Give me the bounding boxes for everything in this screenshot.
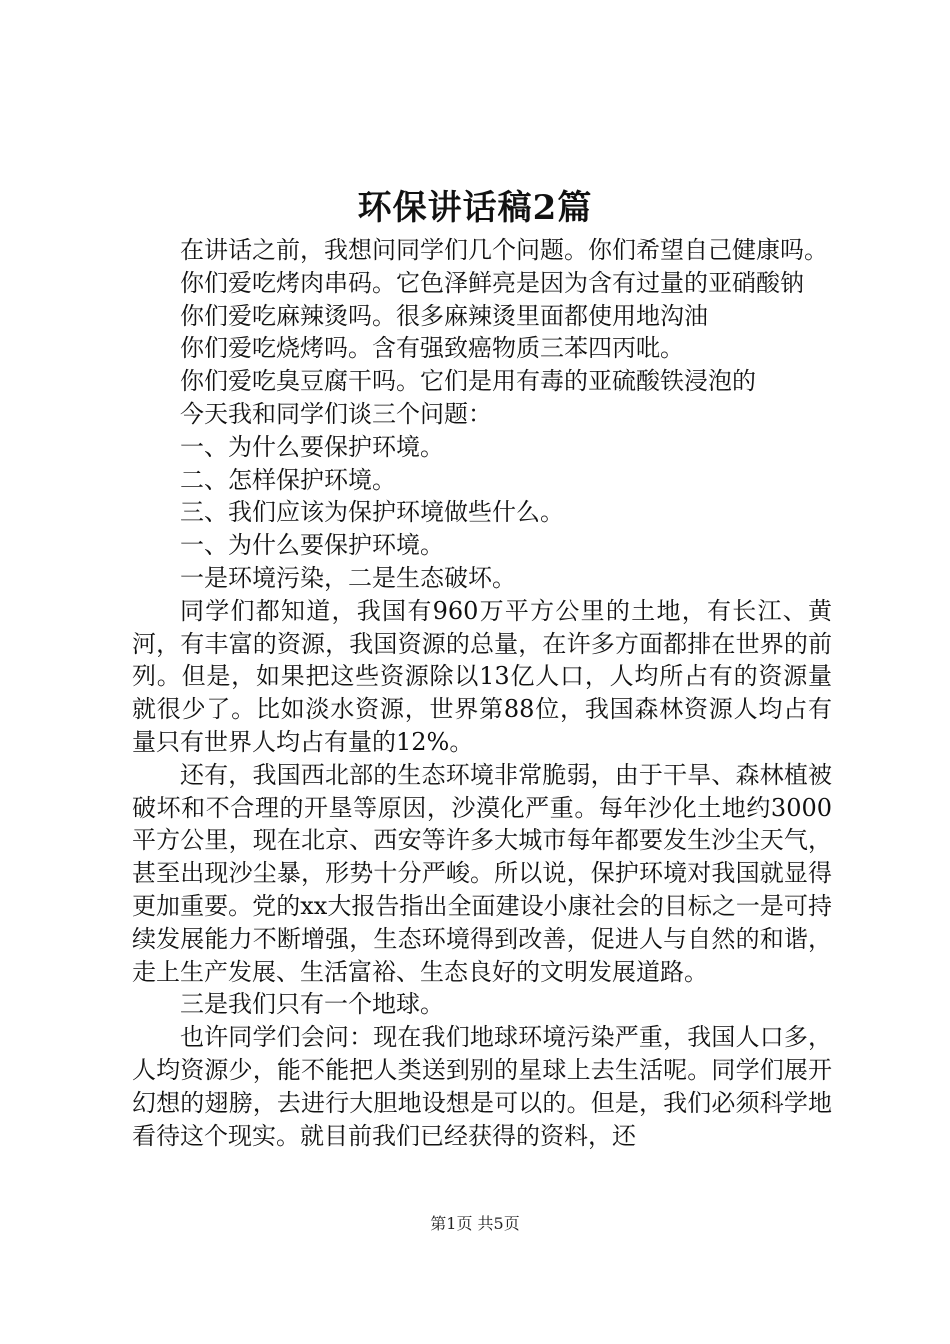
paragraph: 二、怎样保护环境。 [180, 465, 396, 494]
paragraph: 同学们都知道，我国有960万平方公里的土地，有长江、黄河，有丰富的资源，我国资源的总量，在许多方面都排在世界的前列。但是，如果把这些资源除以13亿人口，人均所占有的资源量就很少了。比如淡水资源，世界第88位，我国森林资源人均占有量只有世界人均占有量的12%。 [132, 596, 832, 756]
paragraph: 在讲话之前，我想问同学们几个问题。你们希望自己健康吗。 [180, 236, 828, 264]
paragraph: 三是我们只有一个地球。 [180, 990, 444, 1019]
document-title: 环保讲话稿2篇 [357, 188, 593, 228]
paragraph: 一、为什么要保护环境。 [180, 432, 444, 461]
paragraph: 还有，我国西北部的生态环境非常脆弱，由于干旱、森林植被破坏和不合理的开垦等原因，沙漠化严重。每年沙化土地约3000平方公里，现在北京、西安等许多大城市每年都要发生沙尘天气，甚至出现沙尘暴，形势十分严峻。所以说，保护环境对我国就显得更加重要。党的xx大报告指出全面建设小康社会的目标之一是可持续发展能力不断增强，生态环境得到改善，促进人与自然的和谐，走上生产发展、生活富裕、生态良好的文明发展道路。 [132, 760, 832, 986]
document-body [132, 234, 832, 1152]
paragraph: 一、为什么要保护环境。 [180, 531, 444, 560]
paragraph: 一是环境污染，二是生态破坏。 [180, 563, 516, 592]
paragraph: 你们爱吃臭豆腐干吗。它们是用有毒的亚硫酸铁浸泡的 [180, 367, 756, 396]
paragraph: 你们爱吃烤肉串码。它色泽鲜亮是因为含有过量的亚硝酸钠 [180, 268, 804, 297]
paragraph: 今天我和同学们谈三个问题： [180, 399, 492, 428]
paragraph: 你们爱吃烧烤吗。含有强致癌物质三苯四丙吡。 [180, 334, 684, 363]
paragraph: 你们爱吃麻辣烫吗。很多麻辣烫里面都使用地沟油 [180, 301, 708, 330]
page-footer: 第1页 共5页 [430, 1214, 520, 1233]
paragraph: 三、我们应该为保护环境做些什么。 [180, 498, 564, 527]
paragraph: 也许同学们会问：现在我们地球环境污染严重，我国人口多，人均资源少，能不能把人类送到别的星球上去生活呢。同学们展开幻想的翅膀，去进行大胆地设想是可以的。但是，我们必须科学地看待这个现实。就目前我们已经获得的资料，还 [132, 1023, 832, 1150]
